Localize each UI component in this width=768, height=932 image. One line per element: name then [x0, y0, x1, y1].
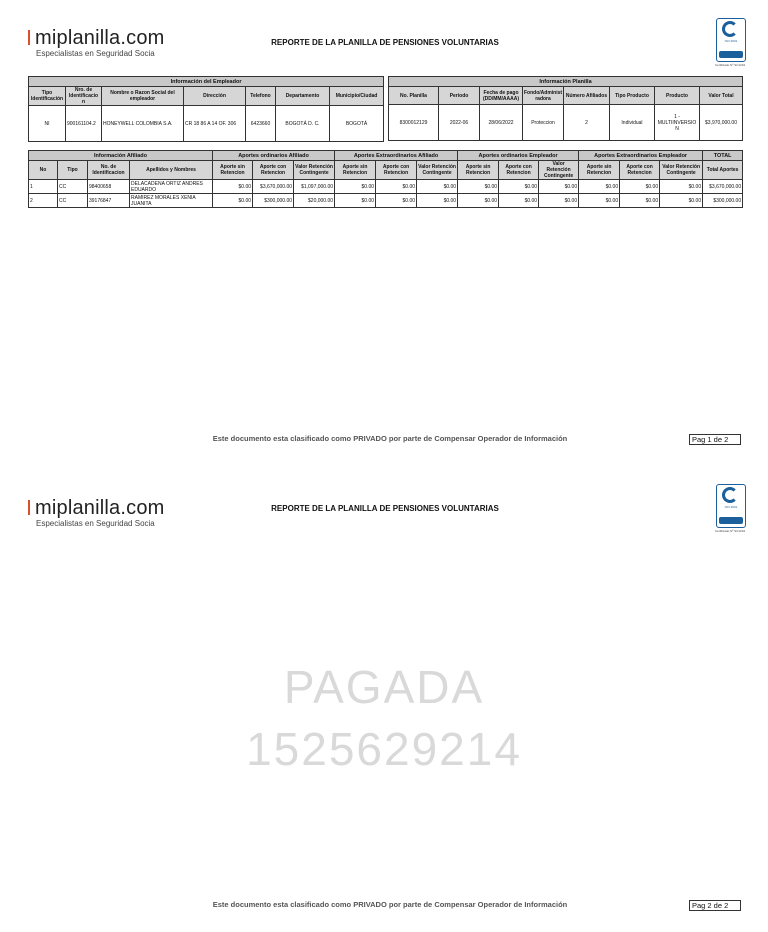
affiliates-header-row — [29, 161, 743, 180]
col-ea-valor-ret: Valor Retención Contingente — [417, 161, 458, 180]
col-municipio: Municipio/Ciudad — [330, 87, 384, 106]
cert-footnote: Certificado Nº SC1234 — [714, 529, 746, 533]
affiliate-cell: $300,000.00 — [703, 194, 743, 208]
affiliate-cell: 39176847 — [88, 194, 130, 208]
col-fondo: Fondo/Administ radora — [523, 87, 564, 105]
cert-text: ISO 9001 — [724, 39, 738, 43]
col-periodo: Periodo — [439, 87, 480, 105]
certification-logo-icon — [722, 21, 738, 37]
group-extraordinarios-empleador: Aportes Extraordinarios Empleador — [579, 151, 703, 161]
affiliate-cell: $0.00 — [620, 194, 660, 208]
certification-seal — [714, 18, 746, 67]
affiliate-cell: 98400658 — [88, 180, 130, 194]
affiliate-cell: 1 — [29, 180, 58, 194]
affiliate-cell: DELACADENA ORTIZ ANDRES EDUARDO — [130, 180, 213, 194]
cell-razon-social: HONEYWELL COLOMBIA S.A. — [102, 106, 184, 142]
col-oa-valor-ret: Valor Retención Contingente — [294, 161, 335, 180]
cell-fondo: Proteccion — [523, 105, 564, 141]
cert-footnote: Certificado Nº SC1234 — [714, 63, 746, 67]
certification-logo-icon — [722, 487, 738, 503]
affiliate-cell: $0.00 — [458, 194, 499, 208]
col-oe-valor-ret: Valor Retención Contingente — [539, 161, 579, 180]
paid-stamp-number: 1525629214 — [246, 723, 522, 775]
affiliate-cell: $0.00 — [213, 194, 253, 208]
employer-group-header: Información del Empleador — [29, 77, 384, 87]
cell-producto: 1 - MULTIINVERSIO N — [655, 105, 700, 141]
affiliate-cell: $0.00 — [499, 194, 539, 208]
affiliate-cell: $0.00 — [417, 180, 458, 194]
col-fecha-pago: Fecha de pago (DD/MM/AAAA) — [480, 87, 523, 105]
col-tipo-producto: Tipo Producto — [610, 87, 655, 105]
col-nro-identificacion: Nro. de Identificacio n — [66, 87, 102, 106]
col-oa-sin-ret: Aporte sin Retencion — [213, 161, 253, 180]
logo-name: miplanilla.com — [35, 497, 165, 519]
affiliate-row — [29, 180, 743, 194]
col-tipo: Tipo — [58, 161, 88, 180]
affiliate-cell: $0.00 — [660, 180, 703, 194]
certification-seal-page2 — [714, 484, 746, 533]
col-producto: Producto — [655, 87, 700, 105]
cell-direccion: CR 18 86 A 14 OF. 306 — [184, 106, 246, 142]
page-indicator-page2: Pag 2 de 2 — [689, 900, 741, 911]
affiliate-cell: $0.00 — [620, 180, 660, 194]
affiliate-cell: $0.00 — [660, 194, 703, 208]
affiliate-cell: $0.00 — [579, 180, 620, 194]
affiliate-cell: $300,000.00 — [253, 194, 294, 208]
planilla-group-header: Información Planilla — [389, 77, 743, 87]
affiliate-cell: $3,670,000.00 — [703, 180, 743, 194]
col-numero-afiliados: Número Afiliados — [564, 87, 610, 105]
col-oa-con-ret: Aporte con Retencion — [253, 161, 294, 180]
cell-nit: 900161104.2 — [66, 106, 102, 142]
col-no-planilla: No. Planilla — [389, 87, 439, 105]
col-no: No — [29, 161, 58, 180]
miplanilla-logo — [28, 28, 165, 58]
employer-table — [28, 76, 384, 142]
col-oe-con-ret: Aporte con Retencion — [499, 161, 539, 180]
planilla-table — [388, 76, 743, 141]
col-telefono: Telefono — [246, 87, 276, 106]
cell-numero-afiliados: 2 — [564, 105, 610, 141]
affiliate-cell: $20,000.00 — [294, 194, 335, 208]
cell-valor-total: $3,970,000.00 — [700, 105, 743, 141]
cell-telefono: 6423660 — [246, 106, 276, 142]
affiliate-cell: $0.00 — [376, 194, 417, 208]
affiliate-cell: $0.00 — [376, 180, 417, 194]
employer-row — [29, 106, 384, 142]
col-valor-total: Valor Total — [700, 87, 743, 105]
planilla-row — [389, 105, 743, 141]
col-no-identificacion: No. de Identificacion — [88, 161, 130, 180]
group-ordinarios-afiliado: Aportes ordinarios Afiliado — [213, 151, 335, 161]
affiliate-cell: $0.00 — [213, 180, 253, 194]
miplanilla-logo-page2 — [28, 498, 165, 528]
cell-no-planilla: 8300012129 — [389, 105, 439, 141]
col-tipo-identificacion: Tipo Identificación — [29, 87, 66, 106]
col-ee-con-ret: Aporte con Retencion — [620, 161, 660, 180]
affiliate-cell: $0.00 — [417, 194, 458, 208]
col-oe-sin-ret: Aporte sin Retencion — [458, 161, 499, 180]
affiliates-table — [28, 150, 743, 208]
group-info-afiliado: Información Afiliado — [29, 151, 213, 161]
affiliate-cell: $0.00 — [335, 194, 376, 208]
page-2 — [0, 466, 768, 932]
col-total-aportes: Total Aportes — [703, 161, 743, 180]
affiliate-cell: 2 — [29, 194, 58, 208]
cell-tipo-id: NI — [29, 106, 66, 142]
col-ee-valor-ret: Valor Retención Contingente — [660, 161, 703, 180]
col-departamento: Departamento — [276, 87, 330, 106]
cell-departamento: BOGOTÁ D. C. — [276, 106, 330, 142]
affiliate-row — [29, 194, 743, 208]
col-razon-social: Nombre o Razon Social del empleador — [102, 87, 184, 106]
logo-tagline: Especialistas en Seguridad Socia — [36, 519, 155, 528]
cert-text: ISO 9001 — [724, 505, 738, 509]
affiliate-cell: $0.00 — [579, 194, 620, 208]
col-ea-con-ret: Aporte con Retencion — [376, 161, 417, 180]
group-extraordinarios-afiliado: Aportes Extraordinarios Afiliado — [335, 151, 458, 161]
affiliate-cell: $1,097,000.00 — [294, 180, 335, 194]
col-direccion: Dirección — [184, 87, 246, 106]
report-title: REPORTE DE LA PLANILLA DE PENSIONES VOLUNTARIAS — [271, 38, 499, 47]
affiliate-cell: RAMIREZ MORALES XENIA JUANITA — [130, 194, 213, 208]
paid-stamp-status: PAGADA — [283, 661, 485, 713]
page-indicator: Pag 1 de 2 — [689, 434, 741, 445]
affiliate-cell: CC — [58, 194, 88, 208]
group-ordinarios-empleador: Aportes ordinarios Empleador — [458, 151, 579, 161]
privacy-note: Este documento esta clasificado como PRIVADO por parte de Compensar Operador de Información — [212, 434, 568, 443]
affiliate-cell: $0.00 — [499, 180, 539, 194]
affiliate-cell: $0.00 — [539, 194, 579, 208]
logo-tagline: Especialistas en Seguridad Socia — [36, 49, 155, 58]
affiliate-cell: $0.00 — [335, 180, 376, 194]
cell-periodo: 2022-06 — [439, 105, 480, 141]
affiliate-cell: $0.00 — [539, 180, 579, 194]
report-title-page2: REPORTE DE LA PLANILLA DE PENSIONES VOLUNTARIAS — [271, 504, 499, 513]
logo-name: miplanilla.com — [35, 27, 165, 49]
affiliate-cell: $3,670,000.00 — [253, 180, 294, 194]
col-apellidos-nombres: Apellidos y Nombres — [130, 161, 213, 180]
privacy-note-page2: Este documento esta clasificado como PRIVADO por parte de Compensar Operador de Información — [212, 900, 568, 909]
affiliate-cell: CC — [58, 180, 88, 194]
col-ea-sin-ret: Aporte sin Retencion — [335, 161, 376, 180]
cell-fecha-pago: 28/06/2022 — [480, 105, 523, 141]
group-total: TOTAL — [703, 151, 743, 161]
col-ee-sin-ret: Aporte sin Retencion — [579, 161, 620, 180]
cell-municipio: BOGOTÁ — [330, 106, 384, 142]
affiliate-cell: $0.00 — [458, 180, 499, 194]
cell-tipo-producto: Individual — [610, 105, 655, 141]
